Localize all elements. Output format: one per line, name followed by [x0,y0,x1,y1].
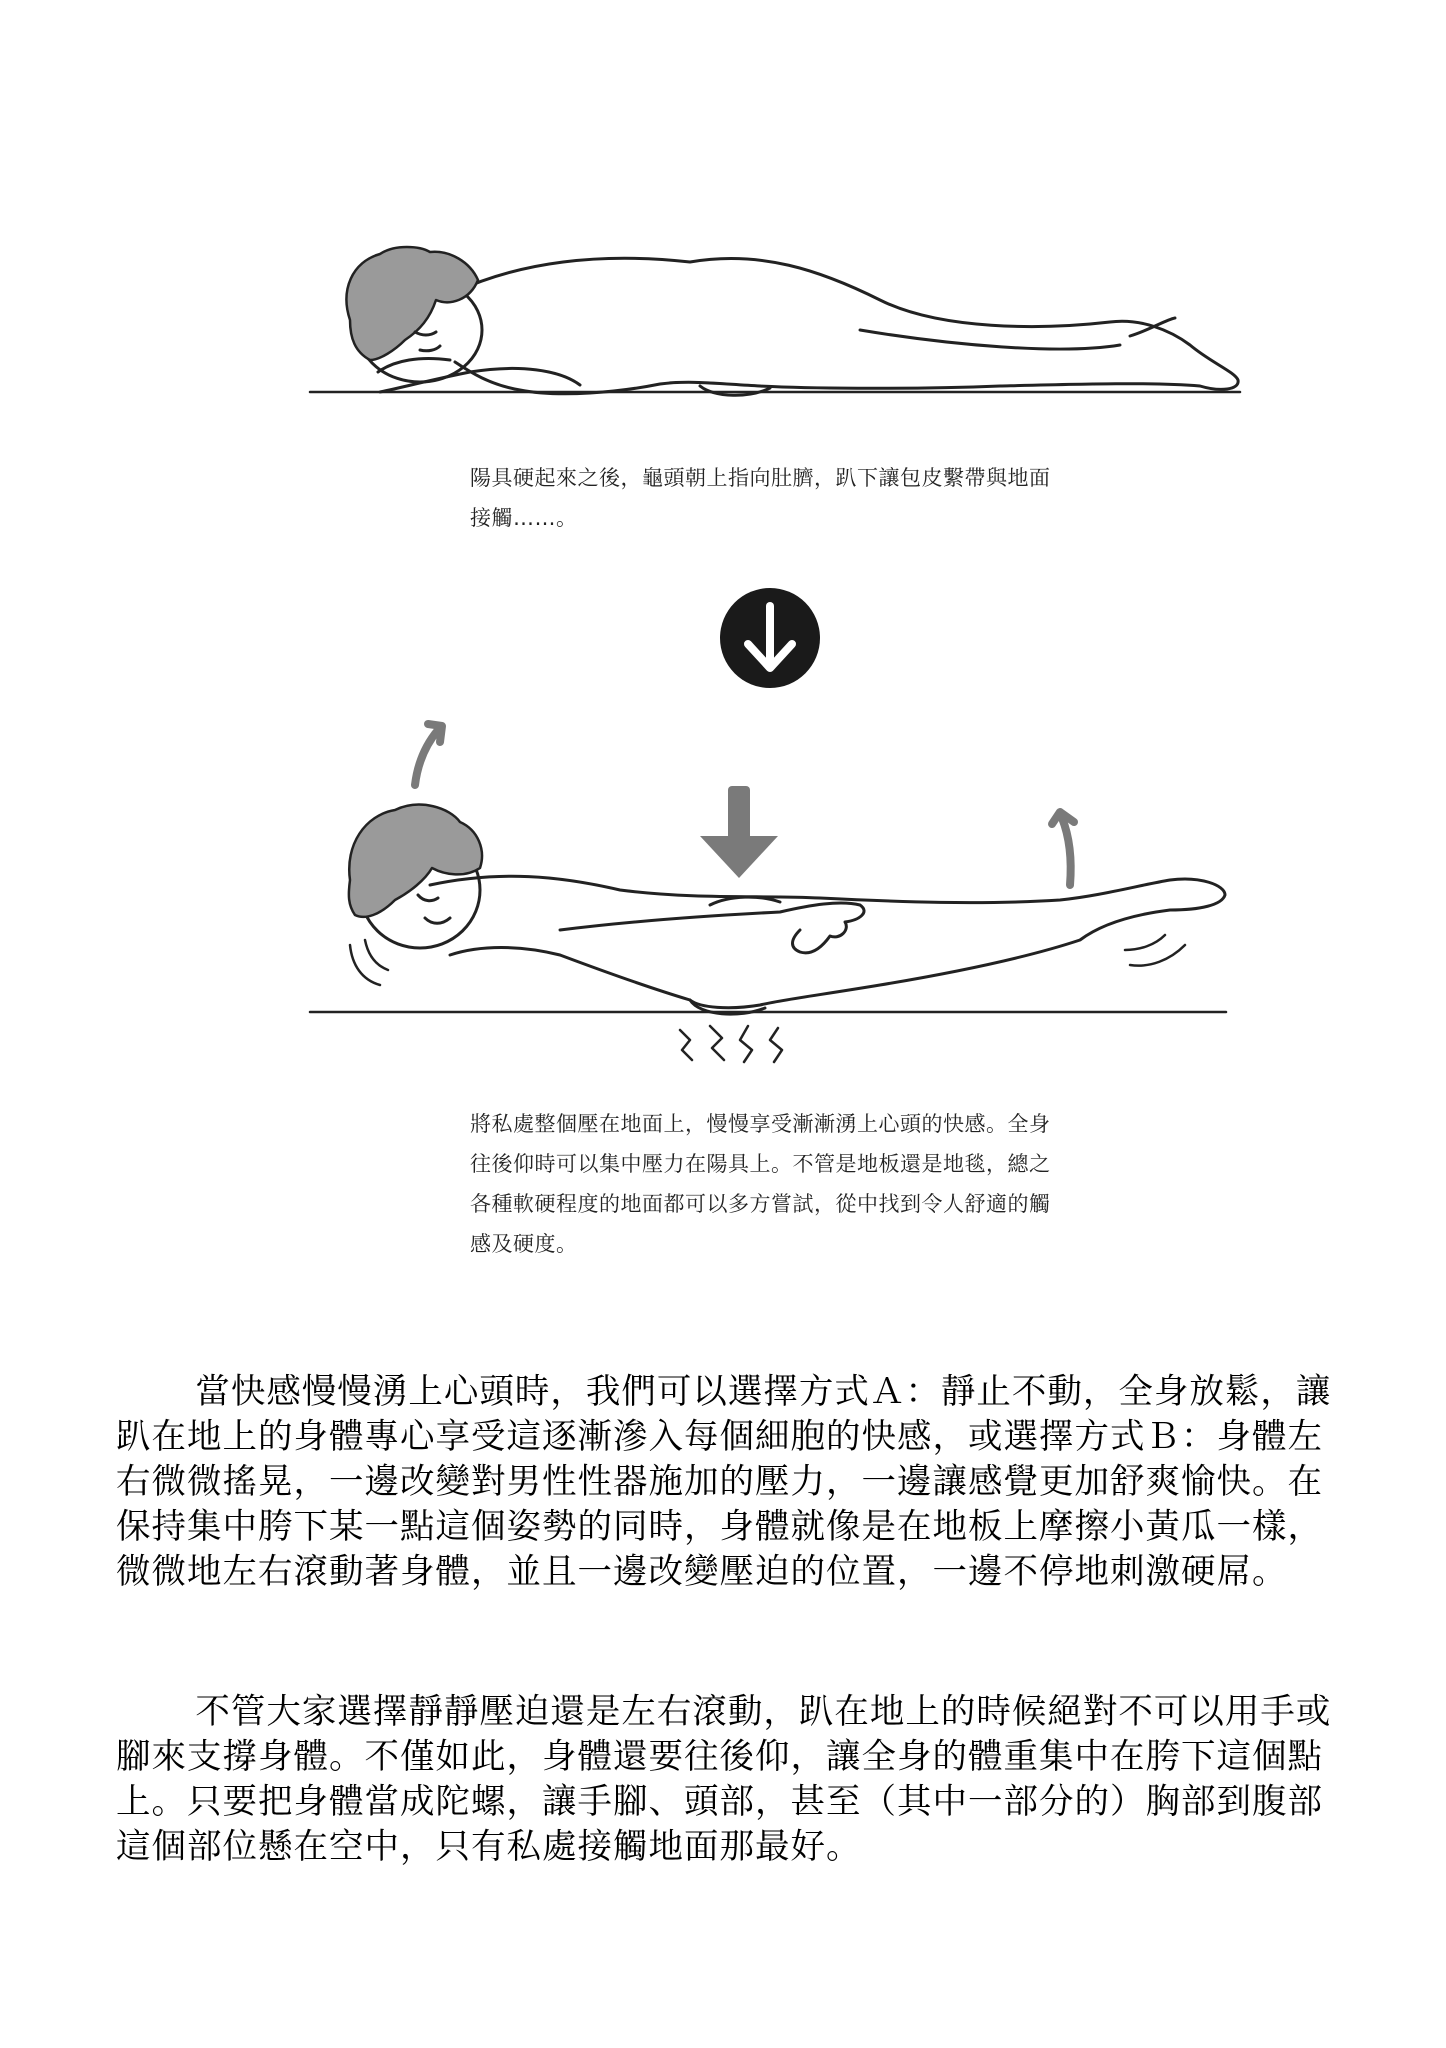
motion-lines-left [350,940,388,985]
up-arrow-right-icon [1062,818,1071,885]
body-paragraph-1 [116,1370,1334,1595]
down-arrow-circle-icon [720,588,820,688]
arm-bottom [560,903,864,953]
paragraph-2-text: 不管大家選擇靜靜壓迫還是左右滾動，趴在地上的時候絕對不可以用手或腳來支撐身體。不僅如此，身體還要往後仰，讓全身的體重集中在胯下這個點上。只要把身體當成陀螺，讓手腳、頭部，甚至（其中一部分的）胸部到腹部這個部位懸在空中，只有私處接觸地面那最好。 [116,1692,1332,1867]
face-bottom [418,895,450,923]
hair-bottom [349,805,482,917]
body-paragraph-2 [116,1690,1334,1870]
face-top [415,332,440,351]
motion-lines-right [1125,935,1185,966]
body-outline-bottom [430,876,1225,1007]
figure-lying-flat [310,247,1240,395]
caption-top: 陽具硬起來之後，龜頭朝上指向肚臍，趴下讓包皮繫帶與地面 接觸……。 [470,466,1051,530]
figure-arched [310,724,1226,1062]
vibration-marks [680,1026,782,1062]
press-down-arrow-icon [700,786,778,878]
caption-bottom: 將私處整個壓在地面上，慢慢享受漸漸湧上心頭的快感。全身 往後仰時可以集中壓力在陽具上。不管是地板還是地毯，總之 各種軟硬程度的地面都可以多方嘗試，從中找到令人舒適的觸 感及硬度。 [470,1112,1051,1256]
hair-top [347,247,478,360]
up-arrow-left-icon [415,730,438,785]
body-outline-top [455,258,1238,394]
paragraph-1-text: 當快感慢慢湧上心頭時，我們可以選擇方式Ａ：靜止不動，全身放鬆，讓趴在地上的身體專心享受這逐漸滲入每個細胞的快感，或選擇方式Ｂ：身體左右微微搖晃，一邊改變對男性性器施加的壓力，一邊讓感覺更加舒爽愉快。在保持集中胯下某一點這個姿勢的同時，身體就像是在地板上摩擦小黃瓜一樣，微微地左右滾動著身體，並且一邊改變壓迫的位置，一邊不停地刺激硬屌。 [116,1372,1332,1592]
